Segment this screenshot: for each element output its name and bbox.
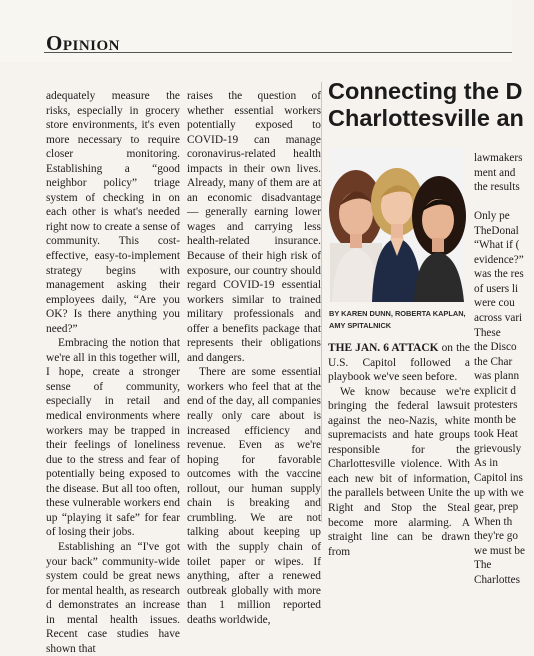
- continued-line: The: [474, 559, 492, 572]
- continued-line: When th: [474, 515, 513, 528]
- continued-line: was plann: [474, 370, 520, 383]
- continued-line: [474, 195, 534, 210]
- article-lead-in: THE JAN. 6 ATTACK: [328, 342, 439, 354]
- article-body: [328, 341, 470, 558]
- continued-line: we must be: [474, 544, 525, 557]
- continued-line: gear, prep: [474, 501, 519, 514]
- continued-line: were cou: [474, 297, 515, 310]
- continued-line: lawmakers: [474, 152, 523, 164]
- continued-line: the results: [474, 181, 520, 194]
- article-continued-column: [474, 151, 534, 586]
- author-photos: [330, 148, 464, 302]
- column-2: [187, 89, 321, 626]
- column-divider: [321, 82, 322, 522]
- continued-line: grievously: [474, 442, 522, 455]
- article-paragraph: We know because we're bringing the federal lawsuit against the neo-Nazis, white supremacists and hate groups responsible for the Charlottesville violence. With each new bit of information, the parallels between Unite the Right and Stop the Steal become more alarming. A straight line can be drawn from: [328, 385, 470, 558]
- continued-line: across vari: [474, 312, 523, 325]
- column-2-paragraph: raises the question of whether essential workers potentially exposed to COVID-19 can manage coronavirus-related health impacts in their own lives. Already, many of them are at an economic disadvantage — generally earning lower wages and carrying less health-related insurance. Because of their high risk of exposure, our country should regard COVID-19 essential workers similar to trained military professionals and offer a benefits package that represents their obligations and dangers.: [187, 90, 321, 364]
- column-1: [46, 89, 180, 655]
- header-rule: [44, 52, 512, 53]
- byline-line-1: BY KAREN DUNN, ROBERTA KAPLAN,: [329, 309, 466, 318]
- continued-line: Only pe: [474, 210, 510, 223]
- column-1-paragraph: Embracing the notion that we're all in this together will, I hope, create a stronger sense of community, especially in retail and medical environments where workers may be trapped in their feelings of loneliness due to the stress and fear of potentially being exposed to the disease. But all too often, these vulnerable workers end up “playing it safe” for fear of losing their jobs.: [46, 337, 180, 539]
- continued-line: the Char: [474, 355, 513, 368]
- continued-line: Charlottes: [474, 573, 520, 586]
- continued-line: These: [474, 326, 501, 339]
- continued-line: of users li: [474, 282, 519, 295]
- continued-line: Capitol ins: [474, 472, 523, 485]
- continued-line: TheDonal: [474, 224, 519, 237]
- continued-line: protesters: [474, 399, 518, 412]
- continued-line: month be: [474, 413, 516, 426]
- article-first-paragraph: [328, 341, 470, 385]
- article-byline: [329, 308, 469, 332]
- byline-line-2: AMY SPITALNICK: [329, 321, 392, 330]
- column-1-paragraph: adequately measure the risks, especially in grocery store environments, it's even more necessary to require closer monitoring. Establishing a “good neighbor policy” triage system of checking in on each other is what's needed right now to create a sense of community. This cost-effective, easy-to-implement strategy begins with management asking their employees daily, “Are you OK? Is there anything you need?”: [46, 90, 180, 335]
- continued-line: evidence?”: [474, 253, 524, 266]
- headline-line-1: Connecting the D: [328, 78, 523, 104]
- continued-line: ment and: [474, 166, 516, 179]
- article-first-text: on the U.S. Capitol followed a playbook we've seen before.: [328, 342, 470, 384]
- author-photo-right: [412, 176, 466, 302]
- continued-line: up with we: [474, 486, 524, 499]
- section-title: Opinion: [46, 31, 121, 55]
- column-1-paragraph: Establishing an “I've got your back” community-wide system could be great news for mental health, as research d demonstrates an increase in mental health issues. Recent case studies have shown that: [46, 540, 180, 655]
- column-2-paragraph: There are some essential workers who feel that at the end of the day, all companies really only care about is increased efficiency and revenue. Even as we're hoping for favorable outcomes with the vaccine rollout, our human supply chain is breaking and crumbling. We are not talking about keeping up with the supply chain of toilet paper or wipes. If anything, after a renewed outbreak globally with more than 1 million reported deaths worldwide,: [187, 366, 321, 626]
- continued-line: was the res: [474, 268, 524, 281]
- article-headline: [328, 78, 524, 132]
- continued-line: the Disco: [474, 341, 517, 354]
- continued-line: As in: [474, 457, 498, 470]
- continued-line: explicit d: [474, 384, 516, 397]
- continued-line: “What if (: [474, 239, 520, 252]
- continued-line: took Heat: [474, 428, 518, 441]
- continued-line: they're go: [474, 530, 518, 543]
- headline-line-2: Charlottesville an: [328, 105, 524, 131]
